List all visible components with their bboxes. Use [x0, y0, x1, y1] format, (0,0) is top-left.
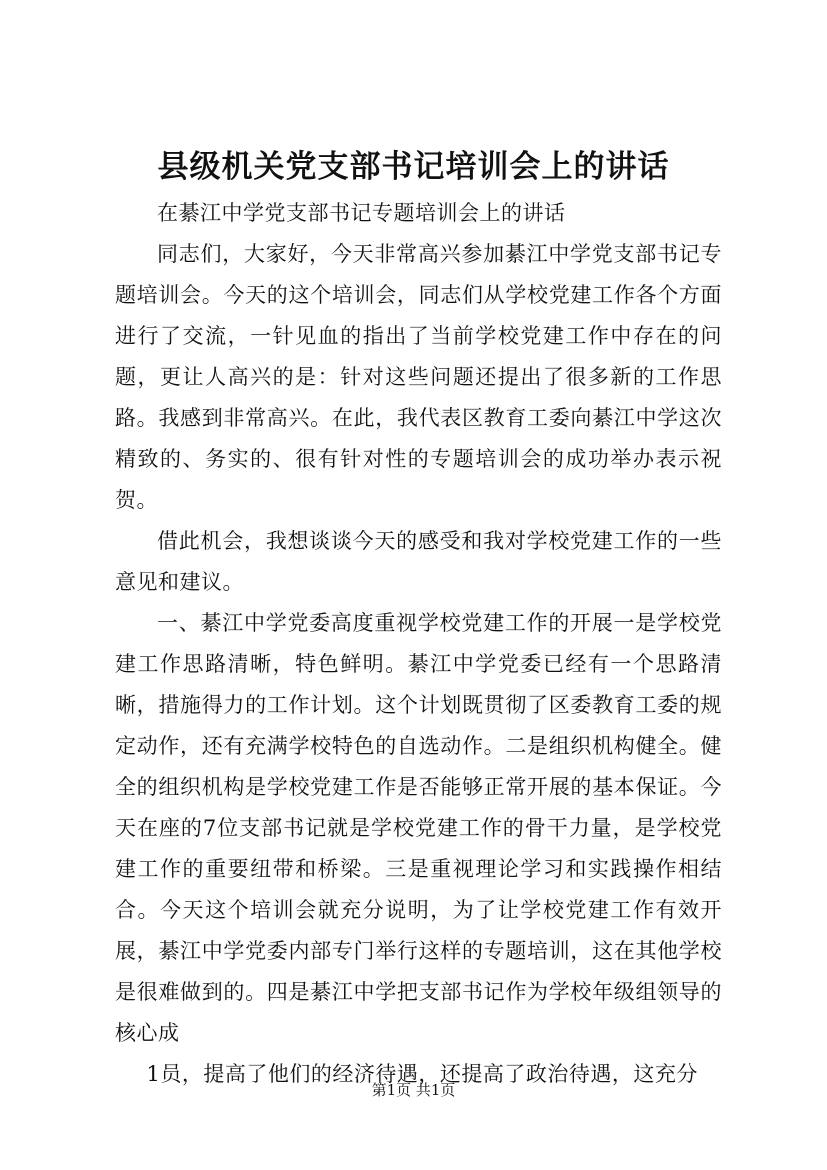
- body-paragraph: 同志们，大家好，今天非常高兴参加綦江中学党支部书记专题培训会。今天的这个培训会，同志们从学校党建工作各个方面进行了交流，一针见血的指出了当前学校党建工作中存在的问题，更让人高兴的是：针对这些问题还提出了很多新的工作思路。我感到非常高兴。在此，我代表区教育工委向綦江中学这次精致的、务实的、很有针对性的专题培训会的成功举办表示祝贺。: [115, 242, 722, 512]
- subtitle-paragraph: 在綦江中学党支部书记专题培训会上的讲话: [157, 201, 566, 225]
- document-body: [115, 193, 722, 1095]
- document-title: 县级机关党支部书记培训会上的讲话: [157, 149, 670, 185]
- body-paragraph: 借此机会，我想谈谈今天的感受和我对学校党建工作的一些意见和建议。: [115, 529, 722, 594]
- body-paragraph: 一、綦江中学党委高度重视学校党建工作的开展一是学校党建工作思路清晰，特色鲜明。綦江中学党委已经有一个思路清晰，措施得力的工作计划。这个计划既贯彻了区委教育工委的规定动作，还有充满学校特色的自选动作。二是组织机构健全。健全的组织机构是学校党建工作是否能够正常开展的基本保证。今天在座的7位支部书记就是学校党建工作的骨干力量，是学校党建工作的重要纽带和桥梁。三是重视理论学习和实践操作相结合。今天这个培训会就充分说明，为了让学校党建工作有效开展，綦江中学党委内部专门举行这样的专题培训，这在其他学校是很难做到的。四是綦江中学把支部书记作为学校年级组领导的核心成: [115, 611, 722, 1045]
- page-number-footer: 第1页 共1页: [371, 1081, 456, 1099]
- body-paragraph: 1员，提高了他们的经济待遇，还提高了政治待遇，这充分: [146, 1062, 698, 1086]
